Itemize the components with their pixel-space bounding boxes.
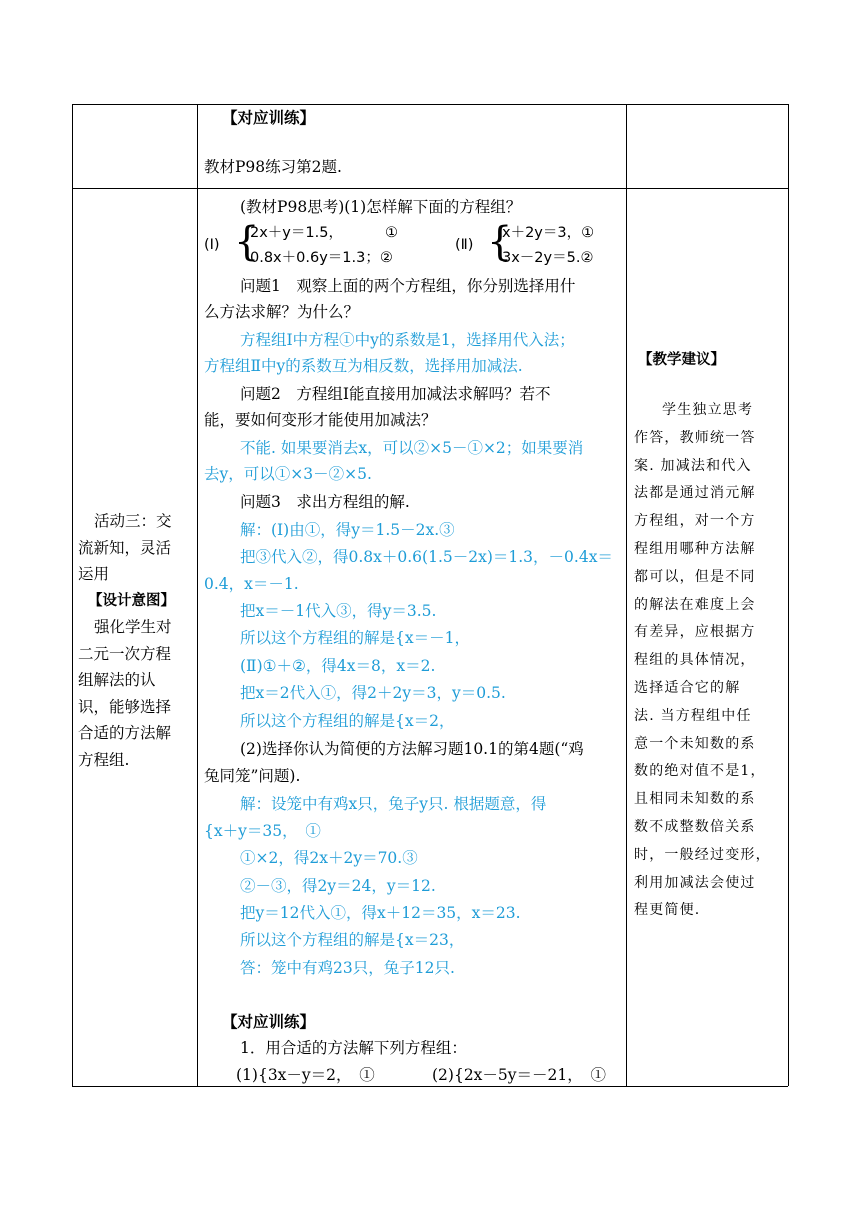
table-border-left bbox=[72, 104, 73, 1086]
table-row-divider bbox=[72, 188, 788, 189]
right-line: 学生独立思考 bbox=[662, 402, 754, 418]
right-line: 都可以，但是不同 bbox=[634, 568, 756, 585]
right-line: 法都是通过消元解 bbox=[634, 485, 756, 502]
answer-2: 不能. 如果要消去x，可以②×5－①×2；如果要消 bbox=[240, 439, 584, 457]
solution-step: 所以这个方程组的解是{x＝－1， bbox=[240, 629, 470, 647]
table-border-bottom bbox=[72, 1086, 788, 1087]
right-line: 的解法在难度上会 bbox=[634, 596, 756, 613]
part-2-prompt: (2)选择你认为简便的方法解习题10.1的第4题(“鸡 bbox=[240, 740, 584, 758]
system-2-eq1: x＋2y＝3，① bbox=[502, 225, 595, 241]
system-1-mark1: ① bbox=[385, 225, 398, 241]
solution-step: 把x＝－1代入③，得y＝3.5. bbox=[240, 602, 437, 620]
system-1-label: (Ⅰ) bbox=[204, 237, 220, 253]
left-line: 运用 bbox=[78, 565, 110, 583]
solution-step: (Ⅱ)①＋②，得4x＝8，x＝2. bbox=[240, 657, 436, 675]
solution-step: 解：设笼中有鸡x只，兔子y只. 根据题意，得 bbox=[240, 795, 547, 813]
solution-step: 0.4，x＝－1. bbox=[204, 575, 299, 593]
teaching-suggestion-heading: 【教学建议】 bbox=[638, 352, 725, 368]
exercise-prompt: 1．用合适的方法解下列方程组： bbox=[240, 1039, 467, 1057]
right-line: 选择适合它的解 bbox=[634, 679, 741, 696]
question-1: 问题1 观察上面的两个方程组，你分别选择用什 bbox=[240, 277, 576, 295]
training-heading: 【对应训练】 bbox=[222, 109, 316, 127]
question-2-cont: 能，要如何变形才能使用加减法？ bbox=[204, 411, 437, 429]
system-2-eq2: 3x－2y＝5.② bbox=[502, 250, 594, 266]
solution-step: 把③代入②，得0.8x＋0.6(1.5－2x)＝1.3，－0.4x＝ bbox=[240, 548, 613, 566]
left-line: 合适的方法解 bbox=[78, 724, 172, 742]
part-2-prompt-cont: 兔同笼”问题). bbox=[204, 767, 301, 785]
solution-step: ②－③，得2y＝24，y＝12. bbox=[240, 877, 436, 895]
left-line: 强化学生对 bbox=[94, 618, 172, 636]
exercise-1: (1){3x－y＝2， ① bbox=[236, 1066, 375, 1084]
final-answer: 答：笼中有鸡23只，兔子12只. bbox=[240, 959, 455, 977]
left-line: 组解法的认 bbox=[78, 671, 156, 689]
system-2-label: (Ⅱ) bbox=[455, 237, 474, 253]
textbook-exercise-note: 教材P98练习第2题. bbox=[204, 158, 342, 176]
right-line: 数不成整数倍关系 bbox=[634, 818, 756, 835]
right-line: 有差异，应根据方 bbox=[634, 624, 756, 641]
table-border-right bbox=[788, 104, 789, 1086]
question-1-cont: 么方法求解？为什么？ bbox=[204, 303, 360, 321]
answer-1-cont: 方程组Ⅱ中y的系数互为相反数，选择用加减法. bbox=[204, 357, 523, 375]
system-1-brace: { bbox=[234, 219, 260, 265]
solution-step: 把x＝2代入①，得2＋2y＝3，y＝0.5. bbox=[240, 684, 506, 702]
table-column-divider-2 bbox=[626, 104, 627, 1086]
right-line: 作答，教师统一答 bbox=[634, 429, 756, 446]
system-1-eq2: 0.8x＋0.6y＝1.3；② bbox=[250, 250, 393, 266]
right-line: 程更简便. bbox=[634, 902, 701, 919]
answer-2-cont: 去y，可以①×3－②×5. bbox=[204, 465, 372, 483]
right-line: 时，一般经过变形， bbox=[634, 846, 771, 863]
training-heading-2: 【对应训练】 bbox=[222, 1013, 316, 1031]
right-line: 程组用哪种方法解 bbox=[634, 540, 756, 557]
teaching-suggestion-text bbox=[634, 397, 784, 925]
answer-1: 方程组Ⅰ中方程①中y的系数是1，选择用代入法； bbox=[240, 331, 575, 349]
right-line: 案. 加减法和代入 bbox=[634, 457, 752, 474]
right-line: 程组的具体情况， bbox=[634, 652, 756, 669]
solution-step: 把y＝12代入①，得x＋12＝35，x＝23. bbox=[240, 904, 521, 922]
design-intent-heading: 【设计意图】 bbox=[88, 592, 175, 609]
left-line: 活动三：交 bbox=[94, 512, 172, 530]
system-2-brace: { bbox=[487, 219, 513, 265]
right-line: 意一个未知数的系 bbox=[634, 735, 756, 752]
left-line: 流新知，灵活 bbox=[78, 538, 172, 557]
question-2: 问题2 方程组Ⅰ能直接用加减法求解吗？若不 bbox=[240, 385, 551, 403]
table-border-top bbox=[72, 104, 788, 105]
solution-step: {x＋y＝35， ① bbox=[204, 822, 321, 840]
left-line: 二元一次方程 bbox=[78, 644, 172, 663]
right-line: 利用加减法会使过 bbox=[634, 874, 756, 891]
right-line: 且相同未知数的系 bbox=[634, 791, 756, 808]
solution-step: ①×2，得2x＋2y＝70.③ bbox=[240, 849, 418, 867]
table-column-divider-1 bbox=[197, 104, 198, 1086]
exercise-2: (2){2x－5y＝－21， ① bbox=[432, 1066, 607, 1084]
left-line: 识，能够选择 bbox=[78, 697, 172, 716]
left-line: 方程组. bbox=[78, 750, 130, 769]
right-line: 法. 当方程组中任 bbox=[634, 707, 752, 724]
activity-label-column bbox=[78, 508, 192, 773]
right-line: 方程组，对一个方 bbox=[634, 513, 756, 530]
question-3: 问题3 求出方程组的解. bbox=[240, 493, 410, 511]
solution-step: 解：(Ⅰ)由①，得y＝1.5－2x.③ bbox=[240, 521, 455, 539]
right-line: 数的绝对值不是1， bbox=[634, 763, 766, 780]
solution-step: 所以这个方程组的解是{x＝2， bbox=[240, 712, 455, 730]
solution-step: 所以这个方程组的解是{x＝23， bbox=[240, 931, 465, 949]
think-prompt: (教材P98思考)(1)怎样解下面的方程组？ bbox=[240, 198, 522, 216]
system-1-eq1: 2x＋y＝1.5， bbox=[250, 225, 343, 241]
